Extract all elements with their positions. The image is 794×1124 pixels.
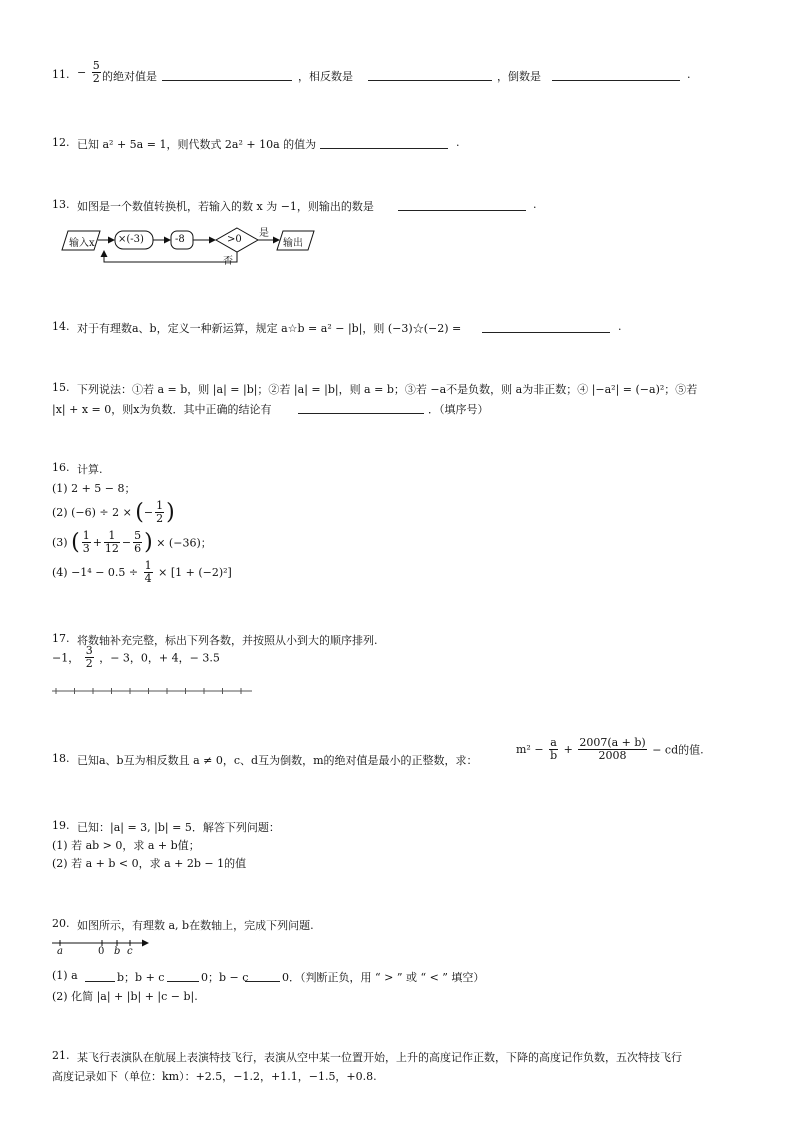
flow-step1-label: ×(-3) (118, 234, 144, 245)
axis-label-b: b (114, 946, 121, 957)
question-number: 13. (52, 198, 70, 211)
paren-close: ) (166, 500, 175, 525)
question-text: 对于有理数a、b，定义一种新运算，规定 a☆b = a² − |b|，则 (−3)☆(−2) = (77, 322, 462, 335)
paren-open: ( (71, 530, 80, 555)
question-number: 17. (52, 632, 70, 645)
fraction-denominator: 12 (104, 542, 119, 555)
question-number: 20. (52, 917, 70, 930)
question-text-line1: 下列说法：①若 a = b，则 |a| = |b|；②若 |a| = |b|，则 a = b；③若 −a不是负数，则 a为非正数；④ |−a²| = (−a)²；⑤若 (77, 383, 698, 396)
fraction-numerator: 1 (104, 530, 120, 543)
sub-question-1: (1) 2 + 5 − 8； (52, 482, 136, 495)
question-text: 已知a、b互为相反数且 a ≠ 0，c、d互为倒数，m的绝对值是最小的正整数，求： (77, 754, 478, 767)
paren-close: ) (144, 530, 153, 555)
fraction-denominator: 4 (144, 572, 152, 585)
fraction-denominator: 2 (156, 512, 164, 525)
question-end: . (618, 320, 622, 333)
question-number: 11. (52, 68, 70, 81)
fraction-numerator: 1 (156, 499, 164, 512)
expression-tail: × (−36)； (156, 536, 212, 550)
flow-step2-label: -8 (175, 234, 185, 245)
axis-label-c: c (127, 946, 133, 957)
fraction-numerator: 1 (144, 559, 152, 572)
question-number: 18. (52, 752, 70, 765)
question-end: . (687, 68, 691, 81)
answer-blank[interactable] (245, 969, 280, 982)
sub-question-2: (2) 化简 |a| + |b| + |c − b|. (52, 990, 198, 1003)
flow-input-label: 输入x (69, 238, 95, 249)
fraction-denominator: 2 (85, 657, 93, 670)
paren-open: ( (135, 500, 144, 525)
question-text-line2: 高度记录如下（单位：km）：+2.5，−1.2，+1.1，−1.5，+0.8. (52, 1070, 377, 1083)
fraction-numerator: 5 (92, 59, 100, 72)
question-end: . (533, 198, 537, 211)
question-text: 已知：|a| = 3, |b| = 5．解答下列问题： (77, 821, 280, 834)
question-text: ，倒数是 (497, 70, 541, 83)
fraction-denominator: 3 (82, 542, 90, 555)
plus-sign: + (563, 743, 573, 756)
fraction-denominator: 6 (134, 542, 142, 555)
question-number: 14. (52, 320, 70, 333)
fraction-denominator: 2 (92, 72, 100, 85)
expression-prefix: (2) (−6) ÷ 2 × (52, 506, 136, 519)
question-text: 已知 a² + 5a = 1，则代数式 2a² + 10a 的值为 (77, 138, 317, 151)
question-number: 19. (52, 819, 70, 832)
question-number: 15. (52, 381, 70, 394)
expression-part: − cd的值. (652, 743, 704, 757)
question-text: 的绝对值是 (102, 70, 157, 83)
flow-no-label: 否 (223, 256, 233, 267)
axis-label-a: a (57, 946, 63, 957)
expression-prefix: (4) −1⁴ − 0.5 ÷ (52, 566, 142, 579)
minus-sign: − (77, 66, 87, 79)
question-text: 如图所示，有理数 a, b在数轴上，完成下列问题. (77, 919, 314, 932)
fraction-numerator: 1 (82, 529, 90, 542)
sub-question-label: (3) (52, 536, 68, 549)
question-text-line2-end: ．（填序号） (428, 403, 489, 416)
question-text-line2: |x| + x = 0，则x为负数．其中正确的结论有 (52, 403, 272, 416)
question-end: . (456, 136, 460, 149)
sub-question-3: (3) ( $\frac{1}{3}$ + $\frac{1}{12}$ − $\frac{5}{6}$ ) × (−36)； (52, 529, 212, 555)
number-list-start: −1， (52, 651, 80, 665)
fraction-numerator: 5 (134, 529, 142, 542)
expression-part: m² − (516, 743, 544, 756)
answer-blank[interactable] (85, 969, 115, 982)
question-text-line1: 某飞行表演队在航展上表演特技飞行，表演从空中某一位置开始，上升的高度记作正数，下降的高度记作负数，五次特技飞行 (77, 1051, 682, 1064)
sub-question-1: (1) 若 ab > 0，求 a + b值； (52, 839, 200, 852)
flow-condition-label: >0 (227, 234, 242, 245)
question-number: 16. (52, 461, 70, 474)
flow-yes-label: 是 (259, 228, 269, 239)
question-number: 12. (52, 136, 70, 149)
answer-blank[interactable] (167, 969, 199, 982)
flow-output-label: 输出 (283, 238, 303, 249)
sub-question-1-part-a: (1) a (52, 969, 78, 982)
question-text: ，相反数是 (298, 70, 353, 83)
sub-question-2: (2) (−6) ÷ 2 × (− $\frac{1}{2}$ ) (52, 499, 175, 525)
axis-label-zero: 0 (98, 946, 105, 957)
question-title: 计算. (77, 463, 103, 476)
expression-tail: × [1 + (−2)²] (158, 566, 232, 579)
sub-question-1-part-b: b；b + c (117, 971, 165, 984)
question-text: 将数轴补充完整，标出下列各数，并按照从小到大的顺序排列. (77, 634, 378, 647)
fraction-denominator: b (550, 749, 558, 762)
fraction-numerator: 3 (85, 644, 93, 657)
fraction-numerator: 2007(a + b) (579, 736, 646, 749)
fraction-denominator: 2008 (598, 749, 627, 762)
sub-question-2: (2) 若 a + b < 0，求 a + 2b − 1的值 (52, 857, 247, 870)
question-number: 21. (52, 1049, 70, 1062)
number-list-rest: ，− 3，0，+ 4，− 3.5 (99, 651, 220, 665)
sub-question-1-part-d: 0．（判断正负，用 “ > ” 或 “ < ” 填空） (282, 971, 485, 984)
fraction-numerator: a (550, 736, 557, 749)
sub-question-1-part-c: 0；b − c (201, 971, 249, 984)
question-text: 如图是一个数值转换机，若输入的数 x 为 −1，则输出的数是 (77, 200, 374, 213)
